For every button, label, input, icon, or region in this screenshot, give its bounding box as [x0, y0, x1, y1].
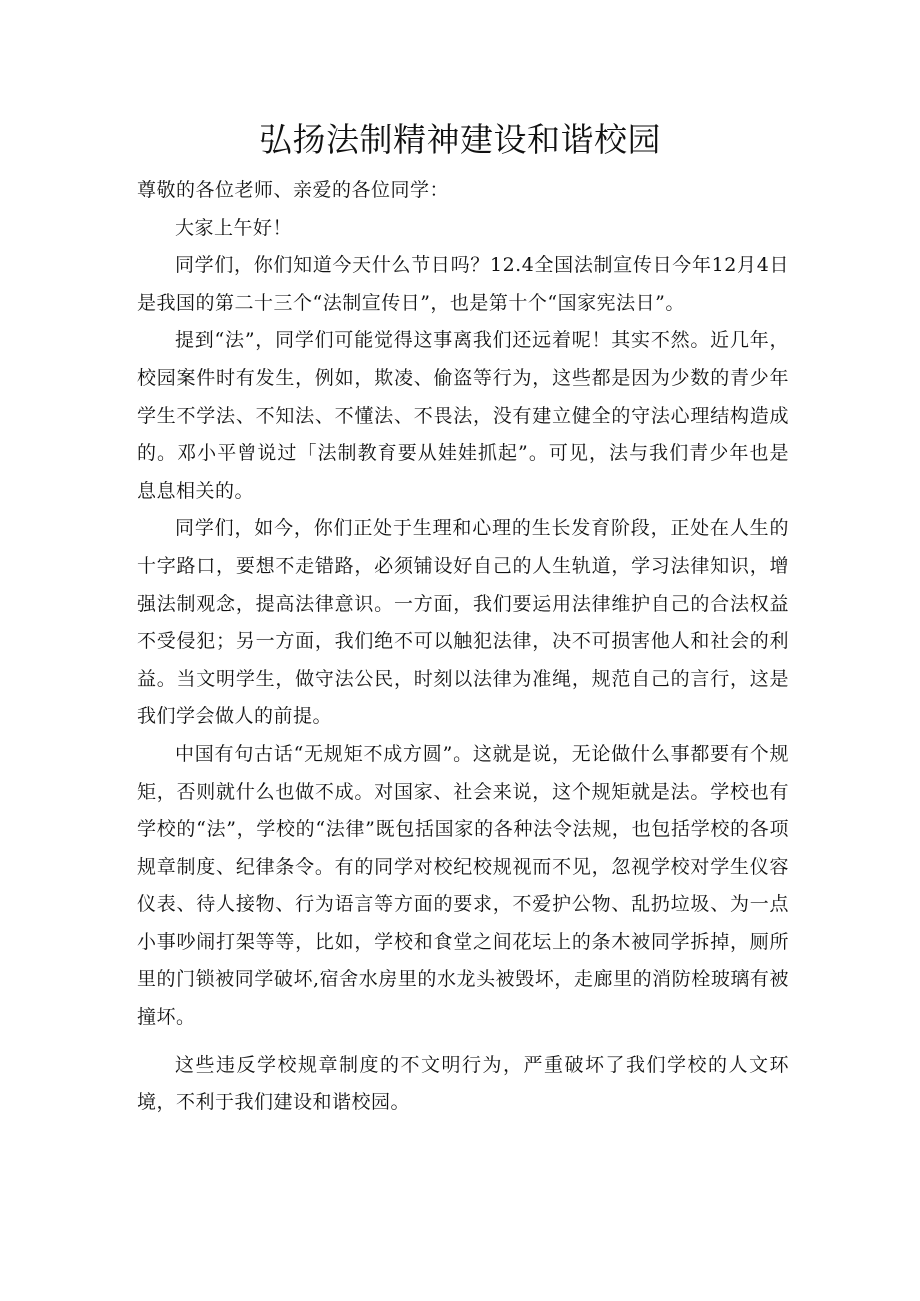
paragraph-law-day: 同学们，你们知道今天什么节日吗？12.4全国法制宣传日今年12月4日是我国的第二十三个“法制宣传日”，也是第十个“国家宪法日”。	[137, 254, 789, 314]
document-title: 弘扬法制精神建设和谐校园	[259, 120, 661, 159]
paragraph-rules: 中国有句古话“无规矩不成方圆”。这就是说，无论做什么事都要有个规矩，否则就什么也做不成。对国家、社会来说，这个规矩就是法。学校也有学校的“法”，学校的“法律”既包括国家的各种法令法规，也包括学校的各项规章制度、纪律条令。有的同学对校纪校规视而不见，忽视学校对学生仪容仪表、待人接物、行为语言等方面的要求，不爱护公物、乱扔垃圾、为一点小事吵闹打架等等，比如，学校和食堂之间花坛上的条木被同学拆掉，厕所里的门锁被同学破坏,宿舍水房里的水龙头被毁坏，走廊里的消防栓玻璃有被撞坏。	[137, 742, 789, 1029]
paragraph-growth-stage: 同学们，如今，你们正处于生理和心理的生长发育阶段，正处在人生的十字路口，要想不走错路，必须铺设好自己的人生轨道，学习法律知识，增强法制观念，提高法律意识。一方面，我们要运用法律维护自己的合法权益不受侵犯；另一方面，我们绝不可以触犯法律，决不可损害他人和社会的利益。当文明学生，做守法公民，时刻以法律为准绳，规范自己的言行，这是我们学会做人的前提。	[137, 517, 789, 728]
paragraph-conclusion: 这些违反学校规章制度的不文明行为，严重破坏了我们学校的人文环境，不利于我们建设和谐校园。	[137, 1053, 789, 1114]
salutation: 尊敬的各位老师、亲爱的各位同学：	[137, 179, 450, 201]
paragraph-greeting: 大家上午好！	[175, 216, 293, 239]
paragraph-law-relevance: 提到“法”，同学们可能觉得这事离我们还远着呢！其实不然。近几年，校园案件时有发生，例如，欺凌、偷盗等行为，这些都是因为少数的青少年学生不学法、不知法、不懂法、不畏法，没有建立健全的守法心理结构造成的。邓小平曾说过「法制教育要从娃娃抓起”。可见，法与我们青少年也是息息相关的。	[137, 329, 789, 502]
document-body	[137, 172, 789, 1122]
